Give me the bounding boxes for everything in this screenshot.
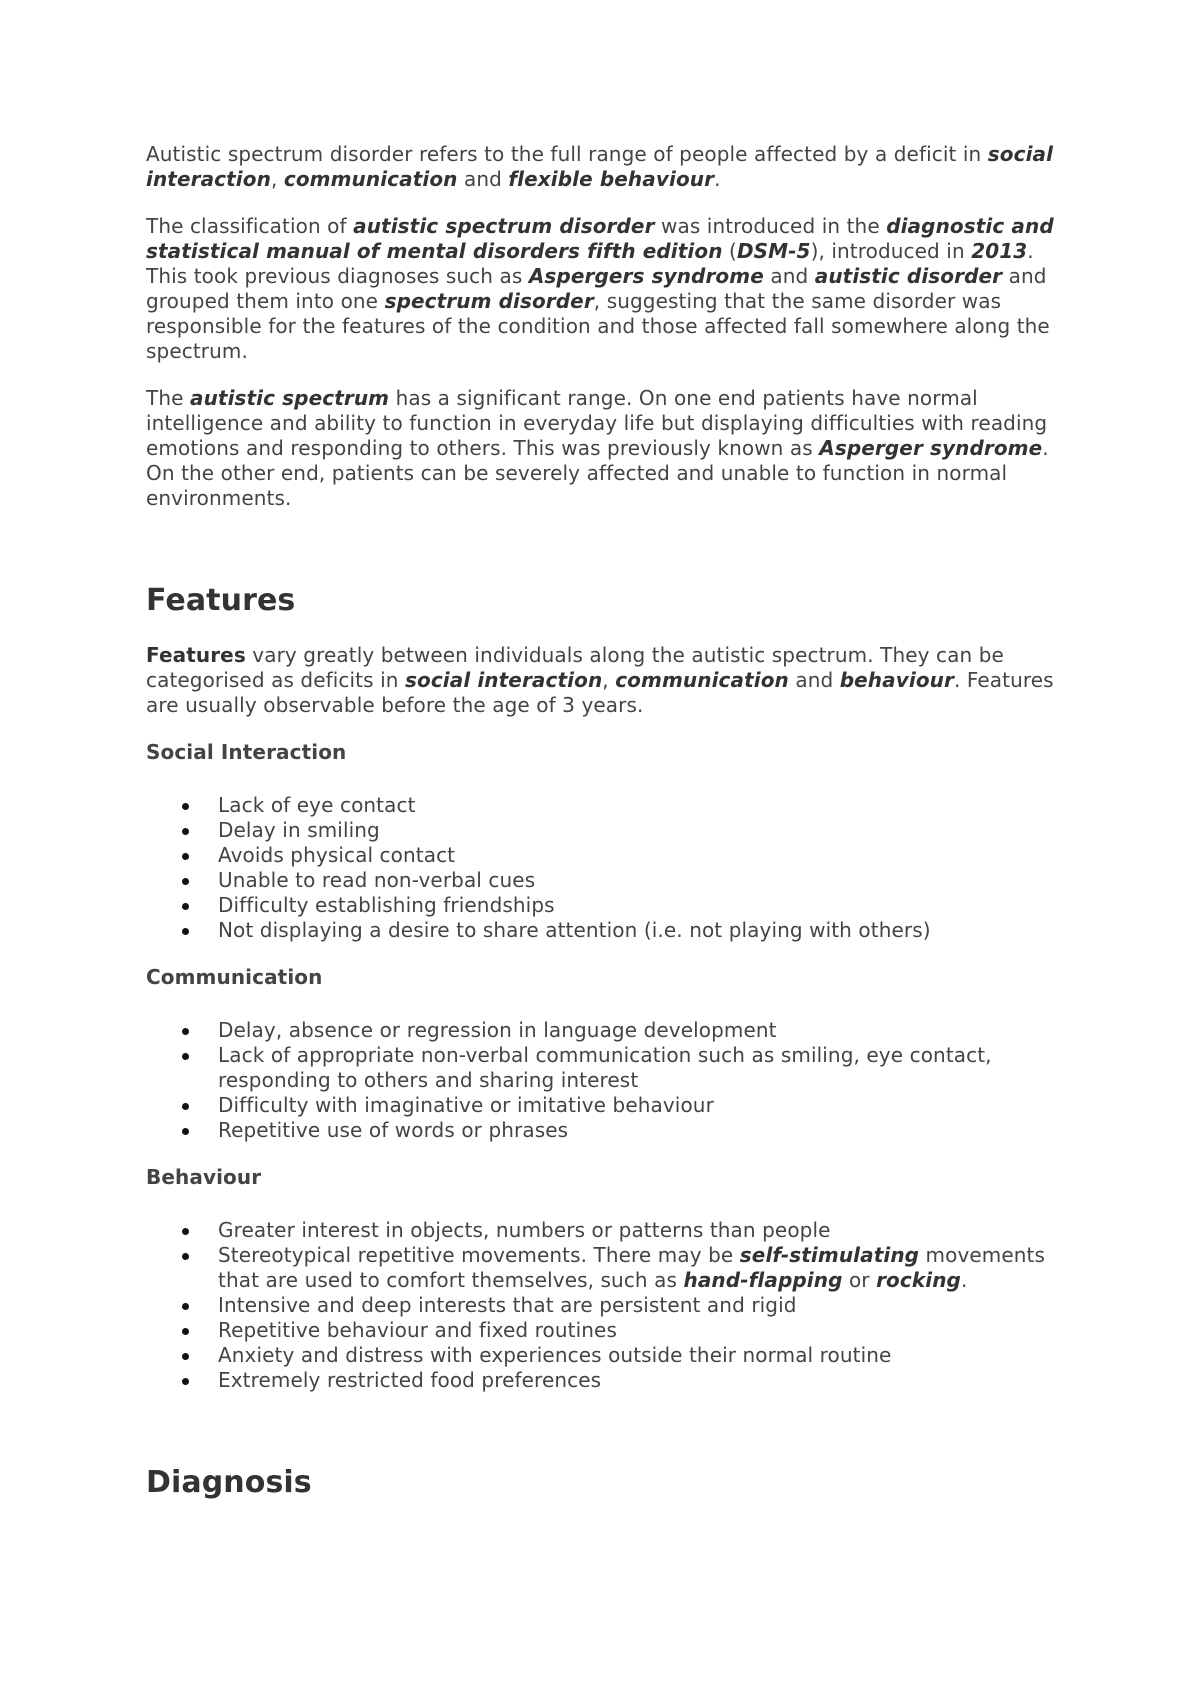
- text-span: was introduced in the: [654, 214, 887, 238]
- emphasis-term: rocking: [876, 1268, 961, 1292]
- emphasis-term: Asperger syndrome: [819, 436, 1043, 460]
- text-span: and: [788, 668, 840, 692]
- list-item: Unable to read non-verbal cues: [218, 868, 1066, 893]
- emphasis-term: 2013: [971, 239, 1028, 263]
- emphasis-term: communication: [615, 668, 789, 692]
- list-item: [218, 1243, 1066, 1293]
- social-interaction-list: [146, 793, 1066, 943]
- behaviour-heading: Behaviour: [146, 1165, 262, 1189]
- document-page: [146, 142, 1066, 1501]
- text-span: The classification of: [146, 214, 354, 238]
- list-item: Not displaying a desire to share attention (i.e. not playing with others): [218, 918, 1066, 943]
- list-item: Anxiety and distress with experiences outside their normal routine: [218, 1343, 1066, 1368]
- emphasis-term: hand-flapping: [683, 1268, 843, 1292]
- emphasis-term: flexible behaviour: [508, 167, 715, 191]
- text-span: and: [457, 167, 509, 191]
- diagnosis-heading: Diagnosis: [146, 1465, 312, 1500]
- emphasis-term: spectrum disorder: [384, 289, 594, 313]
- text-span: Stereotypical repetitive movements. There may be: [218, 1243, 740, 1267]
- text-span: or: [842, 1268, 877, 1292]
- text-span: ,: [602, 668, 616, 692]
- text-span: ), introduced in: [810, 239, 972, 263]
- list-item: Delay in smiling: [218, 818, 1066, 843]
- emphasis-term: social interaction: [404, 668, 603, 692]
- emphasis-term: Aspergers syndrome: [528, 264, 764, 288]
- communication-heading: Communication: [146, 965, 323, 989]
- list-item: Greater interest in objects, numbers or patterns than people: [218, 1218, 1066, 1243]
- text-span: .: [960, 1268, 968, 1292]
- list-item: Avoids physical contact: [218, 843, 1066, 868]
- strong-term: Features: [146, 643, 246, 667]
- text-span: and: [763, 264, 815, 288]
- social-interaction-heading: Social Interaction: [146, 740, 347, 764]
- text-span: has a significant range. On one end patients have normal intelligence and ability to function in everyday life but displaying difficulties with reading emotions and responding to others. This was previously known as: [146, 386, 1048, 460]
- text-span: . This took previous diagnoses such as: [146, 239, 1034, 288]
- intro-paragraph-1: [146, 142, 1066, 192]
- list-item: Extremely restricted food preferences: [218, 1368, 1066, 1393]
- intro-paragraph-2: [146, 214, 1066, 364]
- text-span: and grouped them into one: [146, 264, 1047, 313]
- list-item: Repetitive use of words or phrases: [218, 1118, 1066, 1143]
- list-item: Lack of eye contact: [218, 793, 1066, 818]
- emphasis-term: diagnostic and statistical manual of mental disorders fifth edition: [146, 214, 1054, 263]
- text-span: , suggesting that the same disorder was responsible for the features of the condition and those affected fall somewhere along the spectrum.: [146, 289, 1050, 363]
- list-item: Repetitive behaviour and fixed routines: [218, 1318, 1066, 1343]
- emphasis-term: autistic spectrum disorder: [353, 214, 655, 238]
- list-item: Lack of appropriate non-verbal communication such as smiling, eye contact, responding to others and sharing interest: [218, 1043, 1066, 1093]
- text-span: ,: [270, 167, 284, 191]
- emphasis-term: DSM-5: [736, 239, 811, 263]
- emphasis-term: social interaction: [146, 142, 1054, 191]
- features-intro-paragraph: [146, 643, 1066, 718]
- list-item: Difficulty establishing friendships: [218, 893, 1066, 918]
- text-span: (: [722, 239, 737, 263]
- text-span: vary greatly between individuals along the autistic spectrum. They can be categorised as deficits in: [146, 643, 1004, 692]
- emphasis-term: autistic disorder: [814, 264, 1003, 288]
- emphasis-term: behaviour: [839, 668, 954, 692]
- list-item: Difficulty with imaginative or imitative behaviour: [218, 1093, 1066, 1118]
- emphasis-term: communication: [283, 167, 458, 191]
- emphasis-term: self-stimulating: [739, 1243, 920, 1267]
- list-item: Intensive and deep interests that are persistent and rigid: [218, 1293, 1066, 1318]
- text-span: . Features are usually observable before the age of 3 years.: [146, 668, 1054, 717]
- text-span: The: [146, 386, 190, 410]
- emphasis-term: autistic spectrum: [189, 386, 390, 410]
- text-span: .: [714, 167, 721, 191]
- list-item: Delay, absence or regression in language development: [218, 1018, 1066, 1043]
- text-span: . On the other end, patients can be severely affected and unable to function in normal environments.: [146, 436, 1049, 510]
- intro-paragraph-3: [146, 386, 1066, 511]
- text-span: movements that are used to comfort themselves, such as: [218, 1243, 1046, 1292]
- features-heading: Features: [146, 583, 296, 618]
- behaviour-list: [146, 1218, 1066, 1393]
- text-span: Autistic spectrum disorder refers to the full range of people affected by a deficit in: [146, 142, 988, 166]
- communication-list: [146, 1018, 1066, 1143]
